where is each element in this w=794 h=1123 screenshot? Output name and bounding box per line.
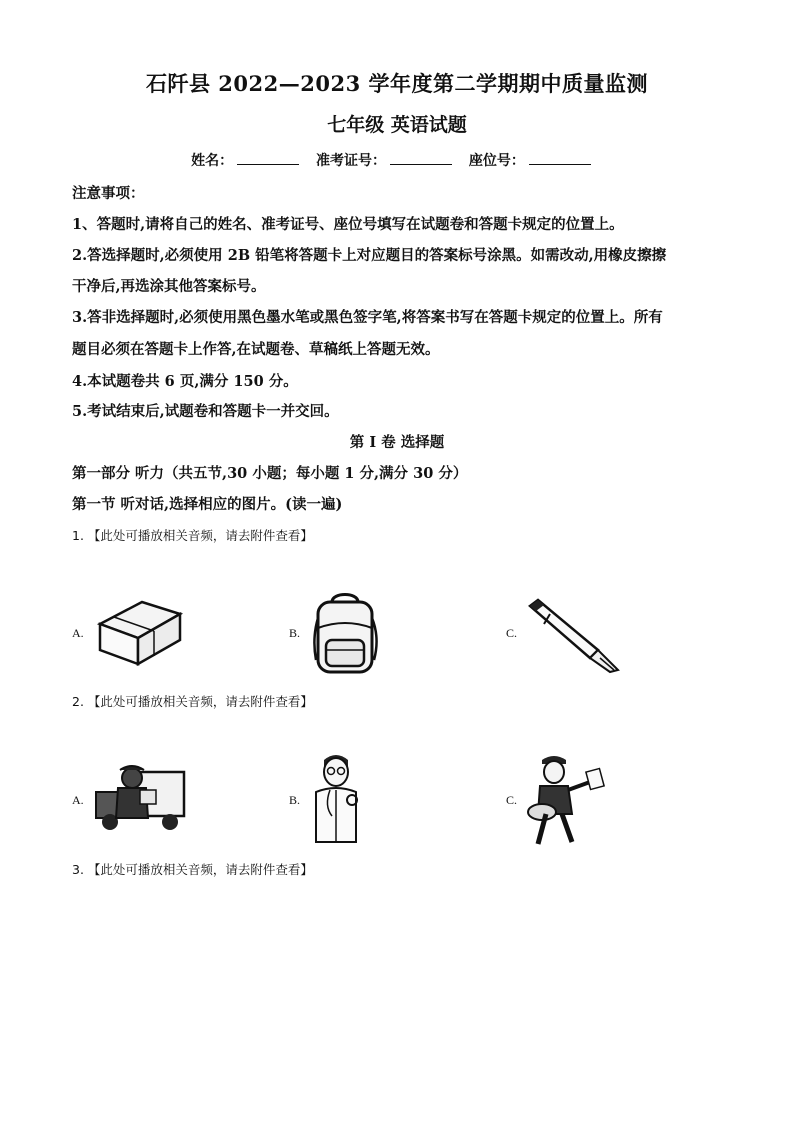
name-label: 姓名： [191, 153, 234, 169]
student-info-row [0, 150, 794, 170]
note-line: 5.考试结束后,试题卷和答题卡一并交回。 [72, 403, 339, 420]
subsection-heading: 第一节 听对话,选择相应的图片。(读一遍) [72, 496, 343, 513]
exam-number-blank [390, 152, 452, 165]
q2-option-a-letter[interactable]: A. [72, 793, 84, 807]
notes-heading: 注意事项： [72, 185, 145, 202]
page-subtitle: 七年级 英语试题 [327, 114, 467, 136]
note-line: 题目必须在答题卡上作答,在试题卷、草稿纸上答题无效。 [72, 341, 440, 358]
backpack-icon[interactable] [308, 588, 382, 676]
postman-icon[interactable] [512, 752, 608, 848]
question-1-label[interactable]: 1. 【此处可播放相关音频，请去附件查看】 [72, 528, 313, 543]
name-blank [237, 152, 299, 165]
q2-option-c-letter[interactable]: C. [506, 793, 518, 807]
exam-number-label: 准考证号： [316, 153, 386, 169]
seat-label: 座位号： [468, 153, 525, 169]
section-title: 第 I 卷 选择题 [349, 434, 445, 451]
eraser-icon[interactable] [94, 596, 186, 668]
note-line: 3.答非选择题时,必须使用黑色墨水笔或黑色签字笔,将答案书写在答题卡规定的位置上。所有 [72, 309, 663, 326]
q1-option-b-letter[interactable]: B. [289, 626, 301, 640]
delivery-man-icon[interactable] [92, 762, 188, 834]
seat-blank [529, 152, 591, 165]
fountain-pen-icon[interactable] [522, 596, 624, 676]
q1-option-c-letter[interactable]: C. [506, 626, 518, 640]
note-line: 2.答选择题时,必须使用 2B 铅笔将答题卡上对应题目的答案标号涂黑。如需改动,用橡皮擦擦 [72, 247, 667, 264]
note-line: 1、答题时,请将自己的姓名、准考证号、座位号填写在试题卷和答题卡规定的位置上。 [72, 216, 624, 233]
page-title: 石阡县 2022—2023 学年度第二学期期中质量监测 [145, 71, 648, 96]
q2-option-b-letter[interactable]: B. [289, 793, 301, 807]
note-line: 干净后,再选涂其他答案标号。 [72, 278, 266, 295]
question-3-label[interactable]: 3. 【此处可播放相关音频，请去附件查看】 [72, 862, 313, 877]
q1-option-a-letter[interactable]: A. [72, 626, 84, 640]
part-heading: 第一部分 听力（共五节,30 小题；每小题 1 分,满分 30 分） [72, 465, 468, 482]
question-2-label[interactable]: 2. 【此处可播放相关音频，请去附件查看】 [72, 694, 313, 709]
doctor-icon[interactable] [304, 750, 368, 846]
note-line: 4.本试题卷共 6 页,满分 150 分。 [72, 373, 298, 390]
